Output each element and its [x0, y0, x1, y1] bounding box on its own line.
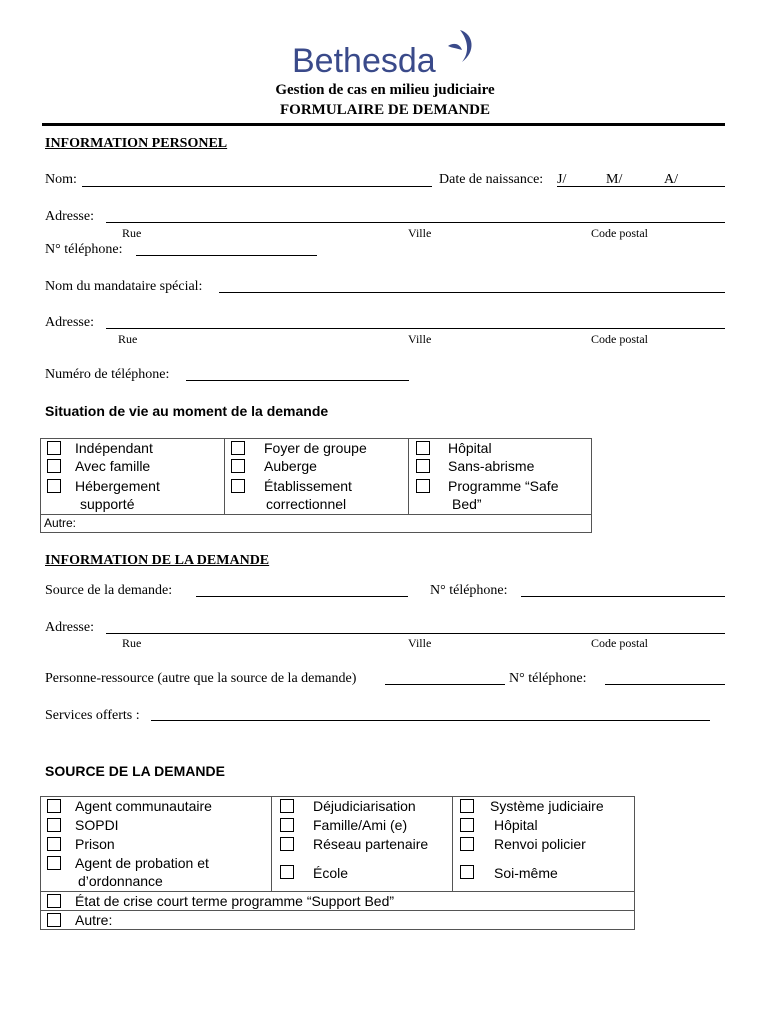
dob-field[interactable] [557, 186, 725, 187]
label-hopital: Hôpital [448, 440, 492, 456]
address-label: Adresse: [45, 209, 94, 224]
label-sopdi: SOPDI [75, 817, 119, 833]
name-field[interactable] [82, 186, 432, 187]
label-reseau-partenaire: Réseau partenaire [313, 836, 429, 852]
contact-phone-label: N° téléphone: [509, 671, 587, 686]
label-auberge: Auberge [264, 458, 317, 474]
label-source-hopital: Hôpital [494, 817, 538, 833]
checkbox-auberge[interactable] [231, 459, 245, 473]
address2-field[interactable] [106, 328, 725, 329]
phone2-label: Numéro de téléphone: [45, 367, 170, 382]
dove-icon [440, 28, 480, 68]
request-street-caption: Rue [122, 636, 142, 650]
request-phone-field[interactable] [521, 596, 725, 597]
living-divider-2 [408, 438, 409, 514]
checkbox-dejudiciarisation[interactable] [280, 799, 294, 813]
checkbox-prison[interactable] [47, 837, 61, 851]
label-hebergement: Hébergement [75, 478, 160, 494]
phone-field[interactable] [136, 255, 317, 256]
checkbox-famille-ami[interactable] [280, 818, 294, 832]
checkbox-agent-probation[interactable] [47, 856, 61, 870]
checkbox-agent-communautaire[interactable] [47, 799, 61, 813]
label-avec-famille: Avec famille [75, 458, 151, 474]
checkbox-avec-famille[interactable] [47, 459, 61, 473]
label-bed: Bed” [452, 496, 482, 512]
address2-label: Adresse: [45, 315, 94, 330]
checkbox-foyer[interactable] [231, 441, 245, 455]
checkbox-sopdi[interactable] [47, 818, 61, 832]
street2-caption: Rue [118, 332, 138, 346]
checkbox-source-hopital[interactable] [460, 818, 474, 832]
header-rule [42, 123, 725, 126]
phone-label: N° téléphone: [45, 242, 123, 257]
postal-caption: Code postal [591, 226, 648, 240]
label-soi-meme: Soi-même [494, 865, 558, 881]
label-correctionnel: correctionnel [266, 496, 347, 512]
request-postal-caption: Code postal [591, 636, 648, 650]
checkbox-sans-abrisme[interactable] [416, 459, 430, 473]
mandataire-label: Nom du mandataire spécial: [45, 279, 203, 294]
checkbox-etablissement[interactable] [231, 479, 245, 493]
checkbox-soi-meme[interactable] [460, 865, 474, 879]
checkbox-crisis[interactable] [47, 894, 61, 908]
contact-field[interactable] [385, 684, 505, 685]
living-title: Situation de vie au moment de la demande [45, 403, 329, 419]
label-dejudiciarisation: Déjudiciarisation [313, 798, 416, 814]
label-famille-ami: Famille/Ami (e) [313, 817, 408, 833]
logo [290, 28, 490, 83]
mandataire-field[interactable] [219, 292, 725, 293]
label-crisis: État de crise court terme programme “Support Bed” [75, 893, 395, 909]
checkbox-reseau-partenaire[interactable] [280, 837, 294, 851]
label-source-other: Autre: [75, 912, 113, 928]
checkbox-renvoi-policier[interactable] [460, 837, 474, 851]
label-safe-bed: Programme “Safe [448, 478, 559, 494]
living-divider-1 [224, 438, 225, 514]
logo-text: Bethesda [292, 42, 436, 80]
source-label: Source de la demande: [45, 583, 173, 598]
name-label: Nom: [45, 172, 77, 187]
label-supporte: supporté [80, 496, 135, 512]
label-agent-communautaire: Agent communautaire [75, 798, 212, 814]
services-field[interactable] [151, 720, 710, 721]
source-row-divider-1 [40, 891, 635, 892]
source-field[interactable] [196, 596, 408, 597]
living-other-label: Autre: [44, 516, 77, 530]
checkbox-independant[interactable] [47, 441, 61, 455]
label-independant: Indépendant [75, 440, 153, 456]
request-city-caption: Ville [408, 636, 432, 650]
dob-j: J/ [557, 172, 567, 187]
request-phone-label: N° téléphone: [430, 583, 508, 598]
request-address-label: Adresse: [45, 620, 94, 635]
phone2-field[interactable] [186, 380, 409, 381]
label-renvoi-policier: Renvoi policier [494, 836, 586, 852]
source-divider-2 [452, 796, 453, 891]
label-systeme-judiciaire: Système judiciaire [490, 798, 604, 814]
dob-m: M/ [606, 172, 623, 187]
checkbox-hopital[interactable] [416, 441, 430, 455]
label-ecole: École [313, 865, 349, 881]
label-etablissement: Établissement [264, 478, 352, 494]
source-title: SOURCE DE LA DEMANDE [45, 763, 225, 779]
form-subtitle: FORMULAIRE DE DEMANDE [280, 102, 490, 118]
form-title: Gestion de cas en milieu judiciaire [275, 82, 495, 98]
checkbox-source-other[interactable] [47, 913, 61, 927]
checkbox-ecole[interactable] [280, 865, 294, 879]
address-field[interactable] [106, 222, 725, 223]
checkbox-hebergement[interactable] [47, 479, 61, 493]
source-divider-1 [271, 796, 272, 891]
label-agent-probation: Agent de probation et [75, 855, 209, 871]
city2-caption: Ville [408, 332, 432, 346]
dob-label: Date de naissance: [439, 172, 544, 187]
label-foyer: Foyer de groupe [264, 440, 367, 456]
living-divider-row [40, 514, 592, 515]
label-prison: Prison [75, 836, 115, 852]
request-address-field[interactable] [106, 633, 725, 634]
source-row-divider-2 [40, 910, 635, 911]
services-label: Services offerts : [45, 708, 140, 723]
request-section-title: INFORMATION DE LA DEMANDE [45, 553, 270, 568]
dob-a: A/ [664, 172, 678, 187]
postal2-caption: Code postal [591, 332, 648, 346]
checkbox-safe-bed[interactable] [416, 479, 430, 493]
street-caption: Rue [122, 226, 142, 240]
label-ordonnance: d’ordonnance [78, 873, 163, 889]
contact-label: Personne-ressource (autre que la source de la demande) [45, 671, 357, 686]
personal-section-title: INFORMATION PERSONEL [45, 136, 228, 151]
checkbox-systeme-judiciaire[interactable] [460, 799, 474, 813]
contact-phone-field[interactable] [605, 684, 725, 685]
city-caption: Ville [408, 226, 432, 240]
label-sans-abrisme: Sans-abrisme [448, 458, 535, 474]
